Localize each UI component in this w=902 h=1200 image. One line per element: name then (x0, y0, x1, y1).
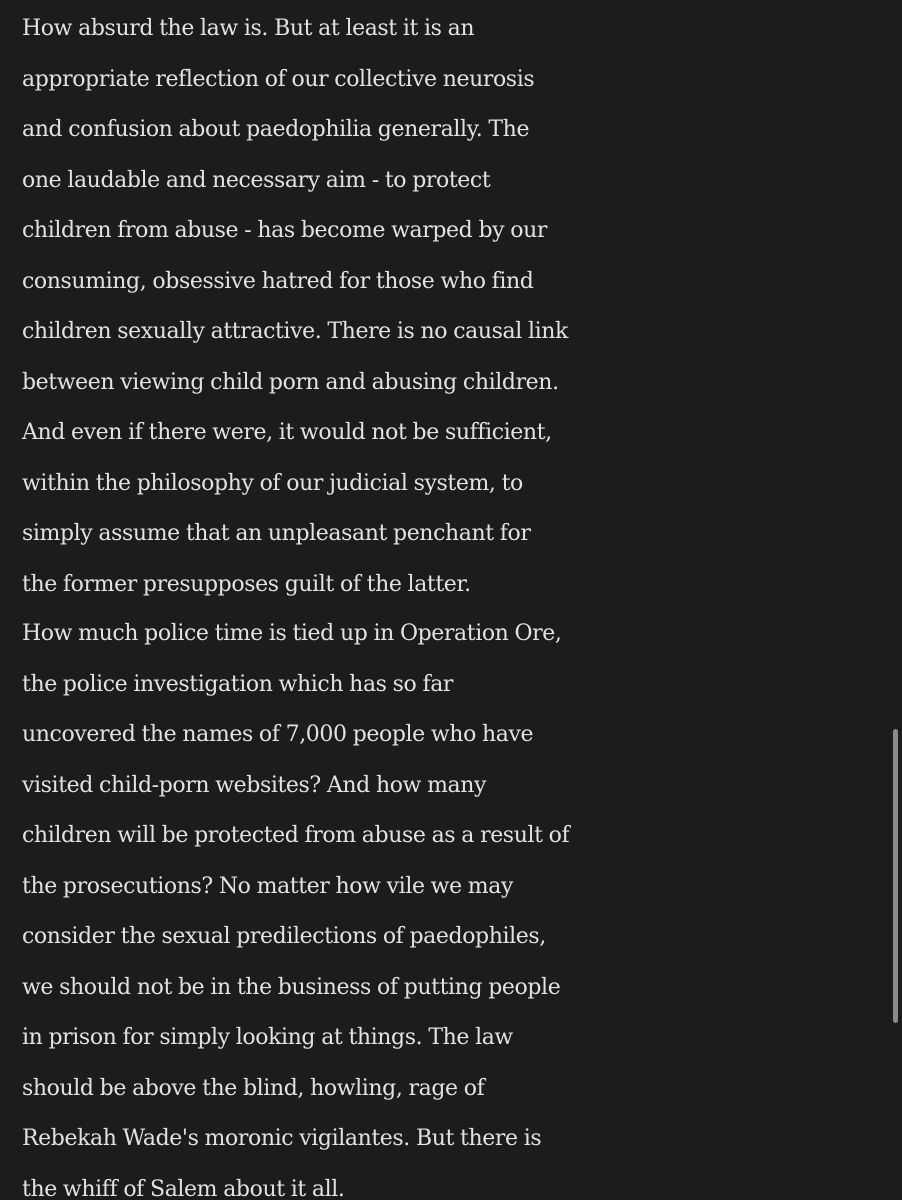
article-paragraph-2 (22, 609, 892, 1200)
paragraph-line: we should not be in the business of putting people (22, 974, 561, 1000)
paragraph-line: one laudable and necessary aim - to protect (22, 167, 491, 193)
paragraph-line: between viewing child porn and abusing children. (22, 369, 559, 395)
paragraph-line: children from abuse - has become warped by our (22, 218, 547, 243)
paragraph-line: appropriate reflection of our collective neurosis (22, 66, 535, 92)
article-paragraph-1 (22, 4, 892, 610)
vertical-scrollbar[interactable] (893, 729, 898, 1023)
paragraph-line: How much police time is tied up in Operation Ore, (22, 621, 562, 646)
paragraph-line: and confusion about paedophilia generally. The (22, 117, 530, 142)
paragraph-line: Rebekah Wade's moronic vigilantes. But there is (22, 1126, 542, 1151)
paragraph-line: the former presupposes guilt of the latter. (22, 571, 471, 597)
paragraph-line: consider the sexual predilections of paedophiles, (22, 924, 546, 949)
paragraph-line: the police investigation which has so far (22, 671, 454, 697)
paragraph-line: uncovered the names of 7,000 people who have (22, 722, 534, 747)
paragraph-line: the prosecutions? No matter how vile we may (22, 873, 514, 899)
paragraph-line: And even if there were, it would not be sufficient, (22, 420, 552, 445)
paragraph-line: How absurd the law is. But at least it is an (22, 16, 475, 41)
paragraph-line: visited child-porn websites? And how many (22, 772, 487, 798)
paragraph-line: children sexually attractive. There is no causal link (22, 319, 568, 344)
paragraph-line: the whiff of Salem about it all. (22, 1176, 345, 1200)
paragraph-line: in prison for simply looking at things. The law (22, 1025, 513, 1050)
paragraph-line: consuming, obsessive hatred for those who find (22, 268, 534, 294)
paragraph-line: children will be protected from abuse as a result of (22, 823, 570, 848)
paragraph-line: within the philosophy of our judicial system, to (22, 470, 523, 496)
paragraph-line: should be above the blind, howling, rage of (22, 1075, 485, 1101)
paragraph-line: simply assume that an unpleasant penchant for (22, 521, 531, 546)
